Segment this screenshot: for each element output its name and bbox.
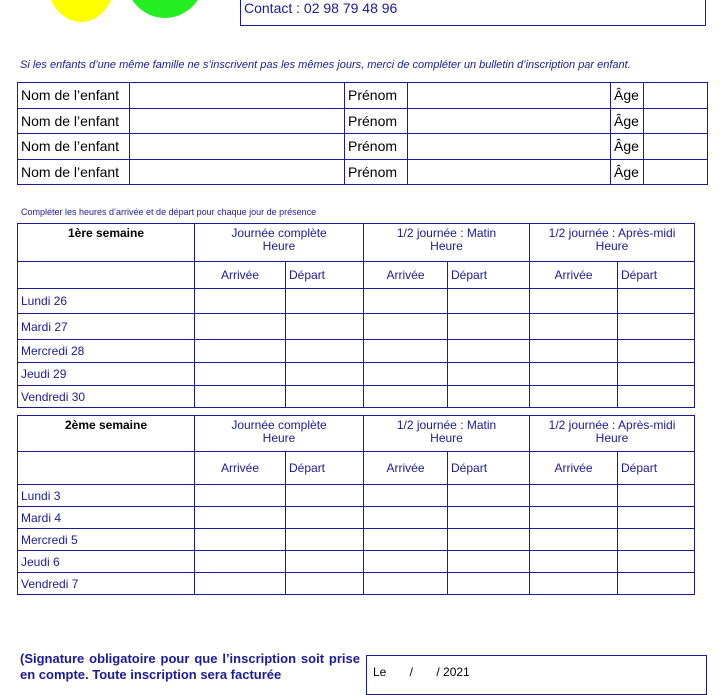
child-name-field[interactable] (130, 108, 345, 134)
half-afternoon-header-hour: Heure (595, 431, 629, 445)
time-entry-cell[interactable] (195, 289, 286, 314)
time-entry-cell[interactable] (364, 529, 448, 551)
child-age-label: Âge (611, 134, 644, 160)
time-entry-cell[interactable] (364, 314, 448, 340)
child-age-field[interactable] (644, 83, 708, 109)
time-entry-cell[interactable] (364, 363, 448, 386)
time-entry-cell[interactable] (448, 386, 530, 408)
time-entry-cell[interactable] (195, 507, 286, 529)
half-afternoon-header-hour: Heure (595, 239, 629, 253)
day-label: Vendredi 7 (18, 573, 195, 595)
time-entry-cell[interactable] (530, 363, 618, 386)
day-row (18, 363, 695, 386)
arrival-header: Arrivée (364, 262, 448, 289)
family-notice: Si les enfants d’une même famille ne s’inscrivent pas les mêmes jours, merci de compléter un bulletin d’inscription par enfant. (20, 59, 631, 71)
child-firstname-field[interactable] (408, 134, 611, 160)
time-entry-cell[interactable] (618, 507, 695, 529)
time-entry-cell[interactable] (195, 529, 286, 551)
time-entry-cell[interactable] (364, 507, 448, 529)
child-name-field[interactable] (130, 83, 345, 109)
day-row (18, 340, 695, 363)
time-entry-cell[interactable] (530, 386, 618, 408)
time-entry-cell[interactable] (286, 485, 364, 507)
child-firstname-field[interactable] (408, 159, 611, 185)
time-entry-cell[interactable] (618, 485, 695, 507)
child-name-label: Nom de l’enfant (18, 159, 130, 185)
day-label: Vendredi 30 (18, 386, 195, 408)
time-entry-cell[interactable] (618, 340, 695, 363)
arrival-header: Arrivée (530, 262, 618, 289)
day-label: Mardi 27 (18, 314, 195, 340)
day-label: Mercredi 5 (18, 529, 195, 551)
day-row (18, 529, 695, 551)
child-firstname-label: Prénom (345, 108, 408, 134)
half-afternoon-header (530, 224, 695, 262)
day-row (18, 507, 695, 529)
child-age-label: Âge (611, 108, 644, 134)
arrival-header: Arrivée (195, 262, 286, 289)
half-morning-header (364, 416, 530, 452)
full-day-header (195, 416, 364, 452)
time-entry-cell[interactable] (448, 529, 530, 551)
day-label: Mardi 4 (18, 507, 195, 529)
time-entry-cell[interactable] (618, 529, 695, 551)
time-entry-cell[interactable] (618, 289, 695, 314)
logo-green-circle (124, 0, 206, 18)
day-label: Jeudi 6 (18, 551, 195, 573)
week-title: 1ère semaine (18, 224, 195, 262)
time-entry-cell[interactable] (448, 340, 530, 363)
time-entry-cell[interactable] (286, 340, 364, 363)
time-entry-cell[interactable] (530, 314, 618, 340)
children-table (17, 82, 708, 185)
full-day-header-label: Journée complète (231, 418, 327, 432)
time-entry-cell[interactable] (286, 314, 364, 340)
time-entry-cell[interactable] (618, 363, 695, 386)
departure-header: Départ (286, 262, 364, 289)
time-entry-cell[interactable] (195, 363, 286, 386)
day-row (18, 314, 695, 340)
departure-header: Départ (286, 452, 364, 485)
time-entry-cell[interactable] (530, 507, 618, 529)
half-morning-header-hour: Heure (430, 431, 463, 445)
time-entry-cell[interactable] (530, 573, 618, 595)
child-row (18, 159, 708, 185)
half-morning-header-label: 1/2 journée : Matin (396, 418, 497, 432)
time-entry-cell[interactable] (286, 386, 364, 408)
time-entry-cell[interactable] (448, 551, 530, 573)
half-afternoon-header-label: 1/2 journée : Après-midi (548, 226, 676, 240)
day-row (18, 485, 695, 507)
arrival-departure-row (18, 452, 695, 485)
departure-header: Départ (618, 452, 695, 485)
time-entry-cell[interactable] (195, 340, 286, 363)
child-age-field[interactable] (644, 159, 708, 185)
arrival-header: Arrivée (530, 452, 618, 485)
half-morning-header-label: 1/2 journée : Matin (396, 226, 497, 240)
child-name-field[interactable] (130, 159, 345, 185)
time-entry-cell[interactable] (286, 529, 364, 551)
day-row (18, 386, 695, 408)
full-day-header-hour: Heure (262, 431, 296, 445)
arrival-header: Arrivée (364, 452, 448, 485)
time-entry-cell[interactable] (195, 314, 286, 340)
child-firstname-label: Prénom (345, 83, 408, 109)
empty-header-cell (18, 452, 195, 485)
time-entry-cell[interactable] (286, 363, 364, 386)
child-age-label: Âge (611, 83, 644, 109)
time-entry-cell[interactable] (530, 289, 618, 314)
time-entry-cell[interactable] (530, 485, 618, 507)
signature-notice: (Signature obligatoire pour que l’inscription soit prise en compte. Toute inscription sera facturée (20, 651, 360, 682)
signature-date-box (366, 655, 707, 695)
child-row (18, 134, 708, 160)
time-entry-cell[interactable] (286, 551, 364, 573)
time-entry-cell[interactable] (364, 340, 448, 363)
day-row (18, 551, 695, 573)
instructions: Compléter les heures d’arrivée et de départ pour chaque jour de présence (21, 207, 317, 217)
week-table-2 (17, 415, 695, 595)
child-name-label: Nom de l’enfant (18, 108, 130, 134)
time-entry-cell[interactable] (448, 363, 530, 386)
time-entry-cell[interactable] (364, 551, 448, 573)
child-firstname-label: Prénom (345, 159, 408, 185)
child-row (18, 108, 708, 134)
departure-header: Départ (618, 262, 695, 289)
logo-yellow-circle (46, 0, 116, 22)
time-entry-cell[interactable] (448, 573, 530, 595)
full-day-header-label: Journée complète (231, 226, 327, 240)
half-morning-header (364, 224, 530, 262)
time-entry-cell[interactable] (530, 529, 618, 551)
child-name-field[interactable] (130, 134, 345, 160)
day-label: Lundi 26 (18, 289, 195, 314)
half-afternoon-header-label: 1/2 journée : Après-midi (548, 418, 676, 432)
time-entry-cell[interactable] (530, 551, 618, 573)
time-entry-cell[interactable] (618, 386, 695, 408)
full-day-header-hour: Heure (262, 239, 296, 253)
time-entry-cell[interactable] (448, 485, 530, 507)
day-row (18, 289, 695, 314)
child-name-label: Nom de l’enfant (18, 83, 130, 109)
child-firstname-field[interactable] (408, 83, 611, 109)
week-header-row (18, 416, 695, 452)
week-title: 2ème semaine (18, 416, 195, 452)
half-afternoon-header (530, 416, 695, 452)
time-entry-cell[interactable] (195, 551, 286, 573)
time-entry-cell[interactable] (618, 573, 695, 595)
time-entry-cell[interactable] (364, 386, 448, 408)
time-entry-cell[interactable] (448, 314, 530, 340)
child-firstname-label: Prénom (345, 134, 408, 160)
time-entry-cell[interactable] (530, 340, 618, 363)
time-entry-cell[interactable] (195, 573, 286, 595)
day-label: Jeudi 29 (18, 363, 195, 386)
contact-phone: Contact : 02 98 79 48 96 (244, 0, 398, 16)
time-entry-cell[interactable] (448, 289, 530, 314)
time-entry-cell[interactable] (364, 289, 448, 314)
empty-header-cell (18, 262, 195, 289)
child-age-field[interactable] (644, 108, 708, 134)
time-entry-cell[interactable] (195, 485, 286, 507)
time-entry-cell[interactable] (195, 386, 286, 408)
arrival-departure-row (18, 262, 695, 289)
time-entry-cell[interactable] (286, 573, 364, 595)
time-entry-cell[interactable] (364, 573, 448, 595)
child-row (18, 83, 708, 109)
child-firstname-field[interactable] (408, 108, 611, 134)
day-row (18, 573, 695, 595)
arrival-header: Arrivée (195, 452, 286, 485)
time-entry-cell[interactable] (364, 485, 448, 507)
day-label: Lundi 3 (18, 485, 195, 507)
child-age-field[interactable] (644, 134, 708, 160)
time-entry-cell[interactable] (286, 289, 364, 314)
departure-header: Départ (448, 452, 530, 485)
departure-header: Départ (448, 262, 530, 289)
week-header-row (18, 224, 695, 262)
week-table-1 (17, 223, 695, 408)
contact-box (240, 0, 706, 26)
day-label: Mercredi 28 (18, 340, 195, 363)
time-entry-cell[interactable] (286, 507, 364, 529)
signature-date: Le / / 2021 (373, 665, 470, 679)
full-day-header (195, 224, 364, 262)
time-entry-cell[interactable] (448, 507, 530, 529)
half-morning-header-hour: Heure (430, 239, 463, 253)
time-entry-cell[interactable] (618, 314, 695, 340)
child-age-label: Âge (611, 159, 644, 185)
child-name-label: Nom de l’enfant (18, 134, 130, 160)
time-entry-cell[interactable] (618, 551, 695, 573)
